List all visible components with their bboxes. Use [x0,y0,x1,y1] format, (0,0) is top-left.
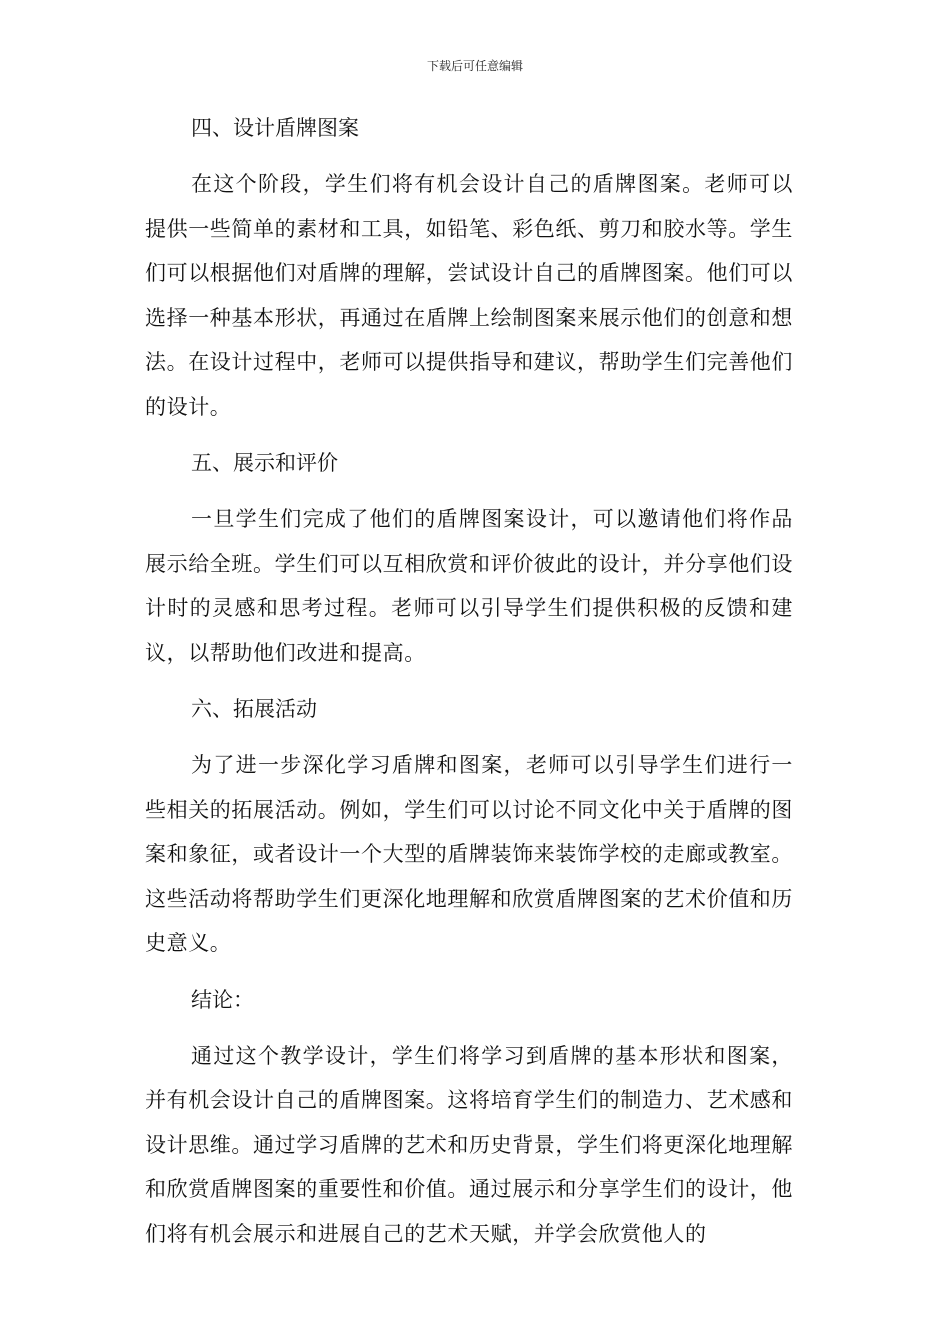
section-paragraph-extension: 为了进一步深化学习盾牌和图案，老师可以引导学生们进行一些相关的拓展活动。例如，学生们可以讨论不同文化中关于盾牌的图案和象征，或者设计一个大型的盾牌装饰来装饰学校的走廊或教室。这些活动将帮助学生们更深化地理解和欣赏盾牌图案的艺术价值和历史意义。 [145,753,793,955]
section-heading-showcase: 五、展示和评价 [191,451,338,475]
section-paragraph-conclusion: 通过这个教学设计，学生们将学习到盾牌的基本形状和图案，并有机会设计自己的盾牌图案。这将培育学生们的制造力、艺术感和设计思维。通过学习盾牌的艺术和历史背景，学生们将更深化地理解和欣赏盾牌图案的重要性和价值。通过展示和分享学生们的设计，他们将有机会展示和进展自己的艺术天赋，并学会欣赏他人的 [145,1043,793,1246]
section-heading-design: 四、设计盾牌图案 [191,116,359,140]
section-heading-extension: 六、拓展活动 [191,697,317,721]
page-header: 下载后可任意编辑 [426,59,523,73]
section-heading-conclusion: 结论： [191,987,254,1012]
section-paragraph-design: 在这个阶段，学生们将有机会设计自己的盾牌图案。老师可以提供一些简单的素材和工具，如铅笔、彩色纸、剪刀和胶水等。学生们可以根据他们对盾牌的理解，尝试设计自己的盾牌图案。他们可以选择一种基本形状，再通过在盾牌上绘制图案来展示他们的创意和想法。在设计过程中，老师可以提供指导和建议，帮助学生们完善他们的设计。 [145,172,793,419]
section-paragraph-showcase: 一旦学生们完成了他们的盾牌图案设计，可以邀请他们将作品展示给全班。学生们可以互相欣赏和评价彼此的设计，并分享他们设计时的灵感和思考过程。老师可以引导学生们提供积极的反馈和建议，以帮助他们改进和提高。 [145,507,793,665]
document-body [145,108,793,1270]
